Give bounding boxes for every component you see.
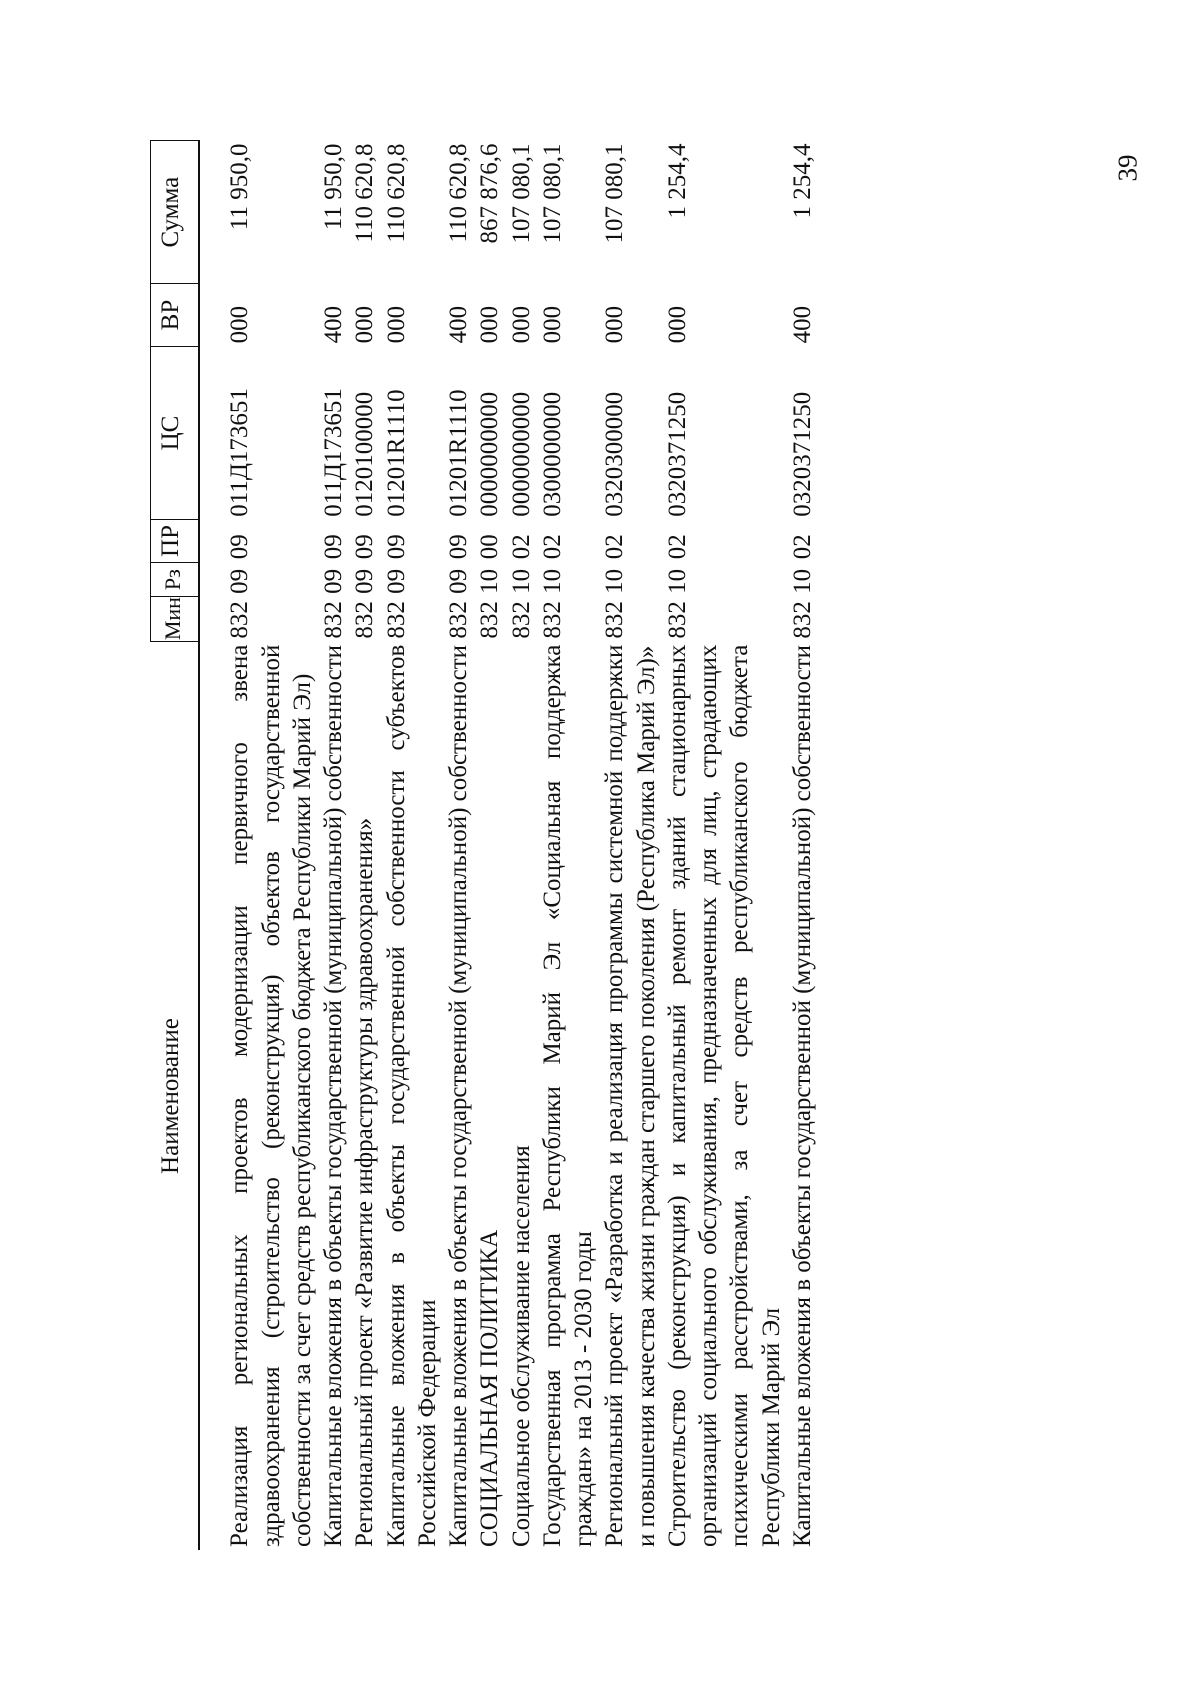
header-vr: ВР xyxy=(151,284,200,347)
row-pr: 00 xyxy=(476,534,504,560)
row-sum: 110 620,8 xyxy=(382,143,410,243)
row-min: 832 xyxy=(538,601,566,639)
row-rz: 09 xyxy=(382,568,410,594)
row-cs: 0300000000 xyxy=(538,391,566,517)
row-min: 832 xyxy=(382,601,410,639)
row-vr: 000 xyxy=(538,305,566,344)
row-cs: 01201R1110 xyxy=(445,389,472,517)
row-min: 832 xyxy=(351,601,379,639)
table-header-row xyxy=(151,141,200,1551)
budget-table xyxy=(150,140,818,1550)
row-pr: 02 xyxy=(788,534,816,560)
header-pr: ПР xyxy=(151,520,200,563)
row-min: 832 xyxy=(320,601,347,639)
row-sum: 1 254,4 xyxy=(788,143,816,219)
row-min: 832 xyxy=(445,601,472,639)
table-row xyxy=(474,141,505,1551)
row-vr: 400 xyxy=(788,305,816,344)
row-vr: 000 xyxy=(476,305,504,344)
row-name: Капитальные вложения в объекты государственной собственности субъектов Российской Федерации xyxy=(382,644,441,1547)
header-cs: ЦС xyxy=(151,346,200,519)
table-row xyxy=(662,141,787,1551)
row-rz: 10 xyxy=(538,568,566,594)
page-number: 39 xyxy=(1112,154,1143,182)
row-min: 832 xyxy=(476,601,504,639)
row-sum: 11 950,0 xyxy=(320,143,347,231)
row-rz: 10 xyxy=(507,568,535,594)
row-rz: 09 xyxy=(320,568,347,594)
row-name: Государственная программа Республики Марий Эл «Социальная поддержка граждан» на 2013 - 2030 годы xyxy=(538,644,597,1547)
row-cs: 0120100000 xyxy=(351,391,379,517)
row-cs: 0320371250 xyxy=(663,391,691,517)
row-rz: 10 xyxy=(476,568,504,594)
row-name: СОЦИАЛЬНАЯ ПОЛИТИКА xyxy=(476,1229,504,1547)
row-vr: 000 xyxy=(382,305,410,344)
table-row xyxy=(537,141,600,1551)
row-min: 832 xyxy=(788,601,816,639)
row-min: 832 xyxy=(507,601,535,639)
row-rz: 09 xyxy=(351,568,379,594)
row-min: 832 xyxy=(663,601,691,639)
table-row xyxy=(506,141,537,1551)
row-rz: 10 xyxy=(663,568,691,594)
row-rz: 10 xyxy=(601,568,629,594)
header-sum: Сумма xyxy=(151,141,200,284)
row-vr: 000 xyxy=(507,305,535,344)
row-name: Капитальные вложения в объекты государственной (муниципальной) собственности xyxy=(788,644,816,1547)
rotated-table-container xyxy=(150,140,1005,1550)
row-vr: 400 xyxy=(445,305,472,344)
row-sum: 1 254,4 xyxy=(663,143,691,219)
row-cs: 0000000000 xyxy=(507,391,535,517)
header-rz: Рз xyxy=(151,562,200,597)
row-cs: 01201R1110 xyxy=(382,389,410,517)
row-cs: 011Д173651 xyxy=(320,388,347,517)
row-rz: 09 xyxy=(226,568,254,594)
row-min: 832 xyxy=(601,601,629,639)
row-vr: 000 xyxy=(663,305,691,344)
table-row xyxy=(318,141,349,1551)
table-row xyxy=(443,141,474,1551)
row-pr: 09 xyxy=(445,534,472,560)
table-row xyxy=(599,141,662,1551)
row-sum: 867 876,6 xyxy=(476,143,504,244)
row-sum: 110 620,8 xyxy=(445,143,472,243)
row-sum: 11 950,0 xyxy=(226,143,254,231)
row-pr: 09 xyxy=(320,534,347,560)
row-pr: 02 xyxy=(507,534,535,560)
row-pr: 09 xyxy=(382,534,410,560)
row-cs: 011Д173651 xyxy=(226,388,254,517)
row-sum: 110 620,8 xyxy=(351,143,379,243)
row-name: Реализация региональных проектов модернизации первичного звена здравоохранения (строительство (реконструкция) объектов государственной собственности за счет средств республиканского бюджета Республики Марий Эл) xyxy=(226,644,316,1547)
row-cs: 0320300000 xyxy=(601,391,629,517)
header-min: Мин xyxy=(151,597,200,642)
row-pr: 09 xyxy=(351,534,379,560)
row-rz: 09 xyxy=(445,568,472,594)
row-rz: 10 xyxy=(788,568,816,594)
row-cs: 0320371250 xyxy=(788,391,816,517)
row-sum: 107 080,1 xyxy=(601,143,629,244)
row-vr: 000 xyxy=(351,305,379,344)
table-row xyxy=(787,141,818,1551)
row-vr: 400 xyxy=(320,305,347,344)
header-name: Наименование xyxy=(151,642,200,1550)
row-pr: 02 xyxy=(601,534,629,560)
row-sum: 107 080,1 xyxy=(507,143,535,244)
row-vr: 000 xyxy=(226,305,254,344)
row-name: Социальное обслуживание населения xyxy=(507,1145,535,1547)
row-name: Региональный проект «Развитие инфраструктуры здравоохранения» xyxy=(351,817,379,1547)
table-row xyxy=(349,141,380,1551)
row-name: Региональный проект «Разработка и реализация программы системной поддержки и повышения качества жизни граждан старшего поколения (Республика Марий Эл)» xyxy=(601,644,660,1547)
row-sum: 107 080,1 xyxy=(538,143,566,244)
row-pr: 02 xyxy=(663,534,691,560)
row-name: Капитальные вложения в объекты государственной (муниципальной) собственности xyxy=(320,644,347,1547)
row-cs: 0000000000 xyxy=(476,391,504,517)
table-row xyxy=(199,141,318,1551)
row-name: Капитальные вложения в объекты государственной (муниципальной) собственности xyxy=(445,644,472,1547)
table-row xyxy=(381,141,444,1551)
row-pr: 02 xyxy=(538,534,566,560)
row-min: 832 xyxy=(226,601,254,639)
row-name: Строительство (реконструкция) и капитальный ремонт зданий стационарных организаций социального обслуживания, предназначенных для лиц, страдающих психическими расстройствами, за счет средств республиканского бюджета Республики Марий Эл xyxy=(663,644,785,1547)
row-pr: 09 xyxy=(226,534,254,560)
row-vr: 000 xyxy=(601,305,629,344)
